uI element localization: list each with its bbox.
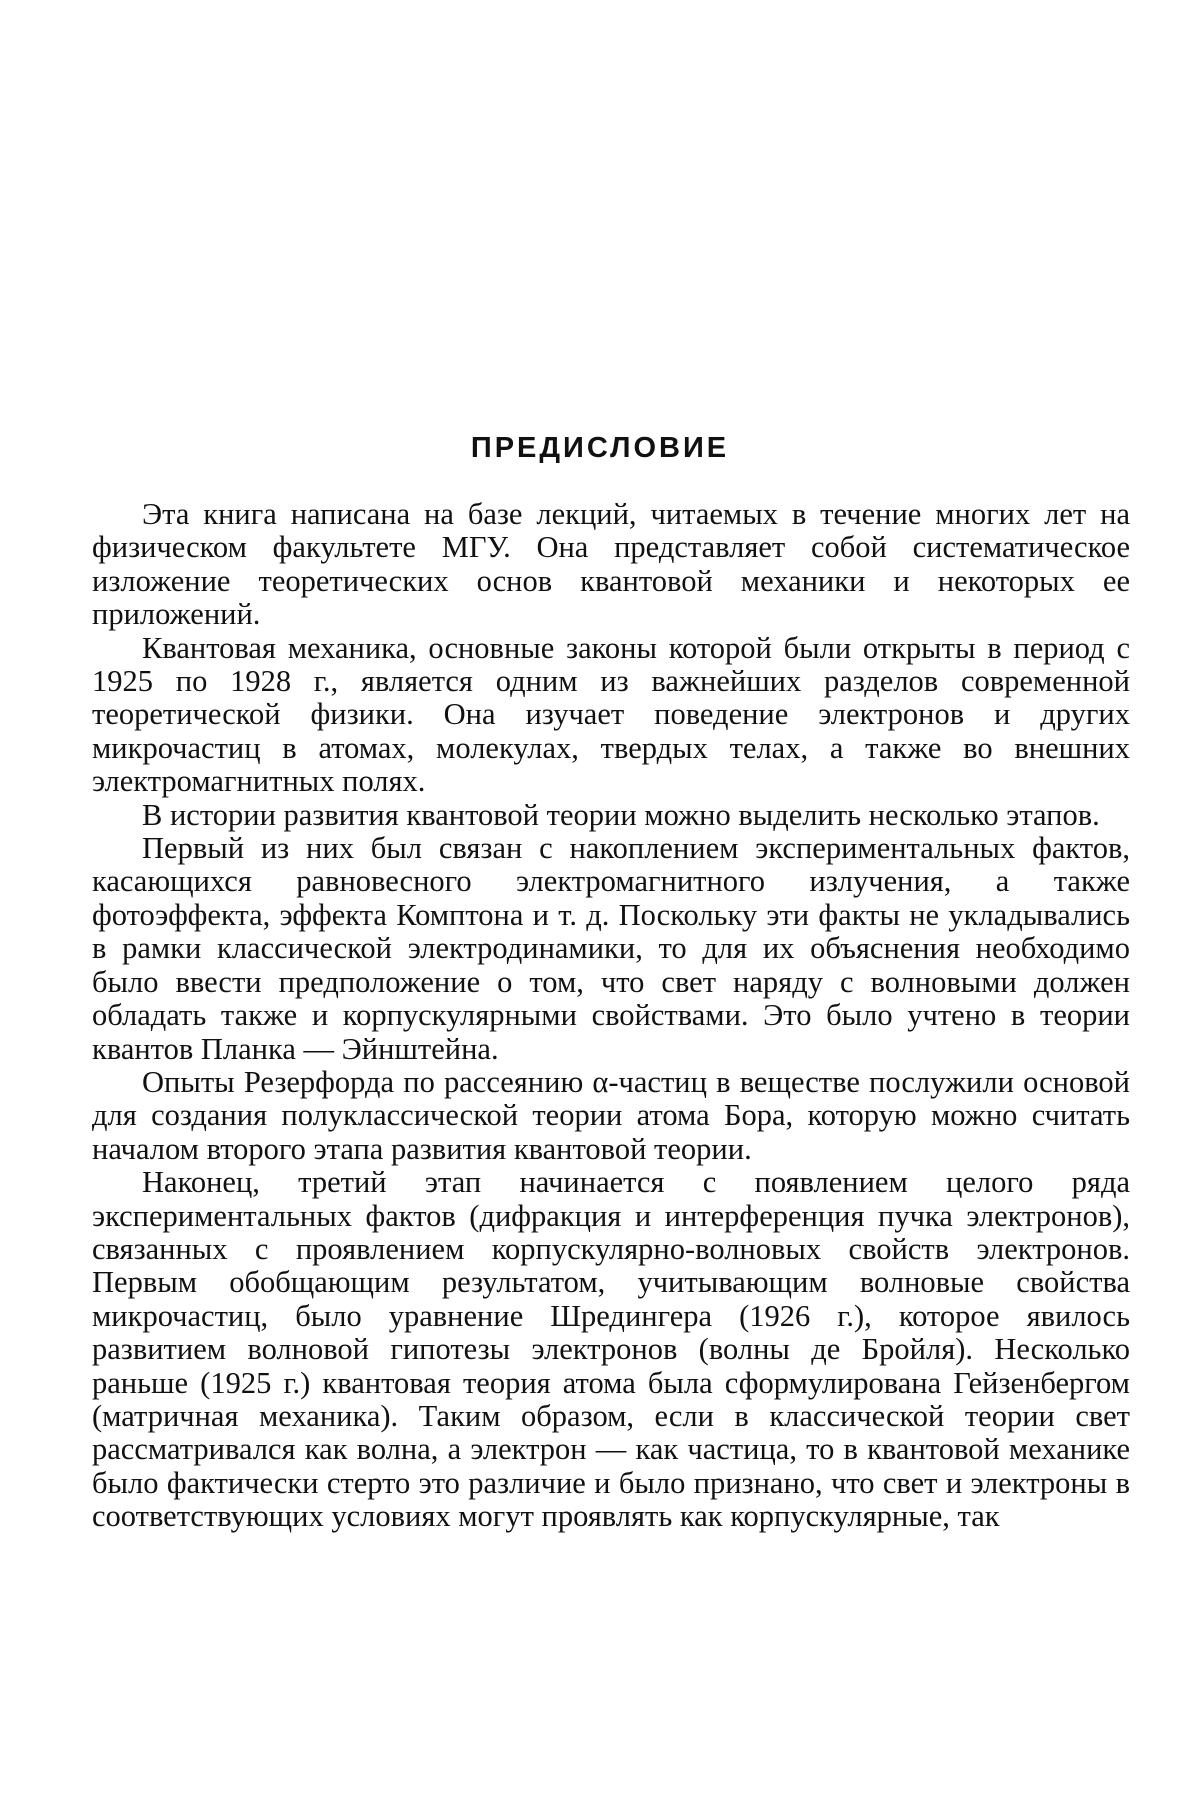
body-text [92, 498, 1130, 1534]
page-title: ПРЕДИСЛОВИЕ [470, 432, 730, 464]
paragraph: Квантовая механика, основные законы которой были открыты в период с 1925 по 1928 г., является одним из важнейших разделов современной теоретической физики. Она изучает поведение электронов и других микрочастиц в атомах, молекулах, твердых телах, а также во внешних электромагнитных полях. [92, 630, 1130, 799]
paragraph: Эта книга написана на базе лекций, читаемых в течение многих лет на физическом факультете МГУ. Она представляет собой систематическое изложение теоретических основ квантовой механики и некоторых ее приложений. [92, 497, 1130, 632]
paragraph: Наконец, третий этап начинается с появлением целого ряда экспериментальных фактов (дифракция и интерференция пучка электронов), связанных с проявлением корпускулярно-волновых свойств электронов. Первым обобщающим результатом, учитывающим волновые свойства микрочастиц, было уравнение Шредингера (1926 г.), которое явилось развитием волновой гипотезы электронов (волны де Бройля). Несколько раньше (1925 г.) квантовая теория атома была сформулирована Гейзенбергом (матричная механика). Таким образом, если в классической теории свет рассматривался как волна, а электрон — как частица, то в квантовой механике было фактически стерто это различие и было признано, что свет и электроны в соответствующих условиях могут проявлять как корпускулярные, так [92, 1165, 1130, 1534]
paragraph: Первый из них был связан с накоплением экспериментальных фактов, касающихся равновесного электромагнитного излучения, а также фотоэффекта, эффекта Комптона и т. д. Поскольку эти факты не укладывались в рамки классической электродинамики, то для их объяснения необходимо было ввести предположение о том, что свет наряду с волновыми должен обладать также и корпускулярными свойствами. Это было учтено в теории квантов Планка — Эйнштейна. [92, 831, 1130, 1066]
paragraph: Опыты Резерфорда по рассеянию α-частиц в веществе послужили основой для создания полуклассической теории атома Бора, которую можно считать началом второго этапа развития квантовой теории. [92, 1064, 1130, 1166]
paragraph: В истории развития квантовой теории можно выделить несколько этапов. [142, 797, 1100, 832]
